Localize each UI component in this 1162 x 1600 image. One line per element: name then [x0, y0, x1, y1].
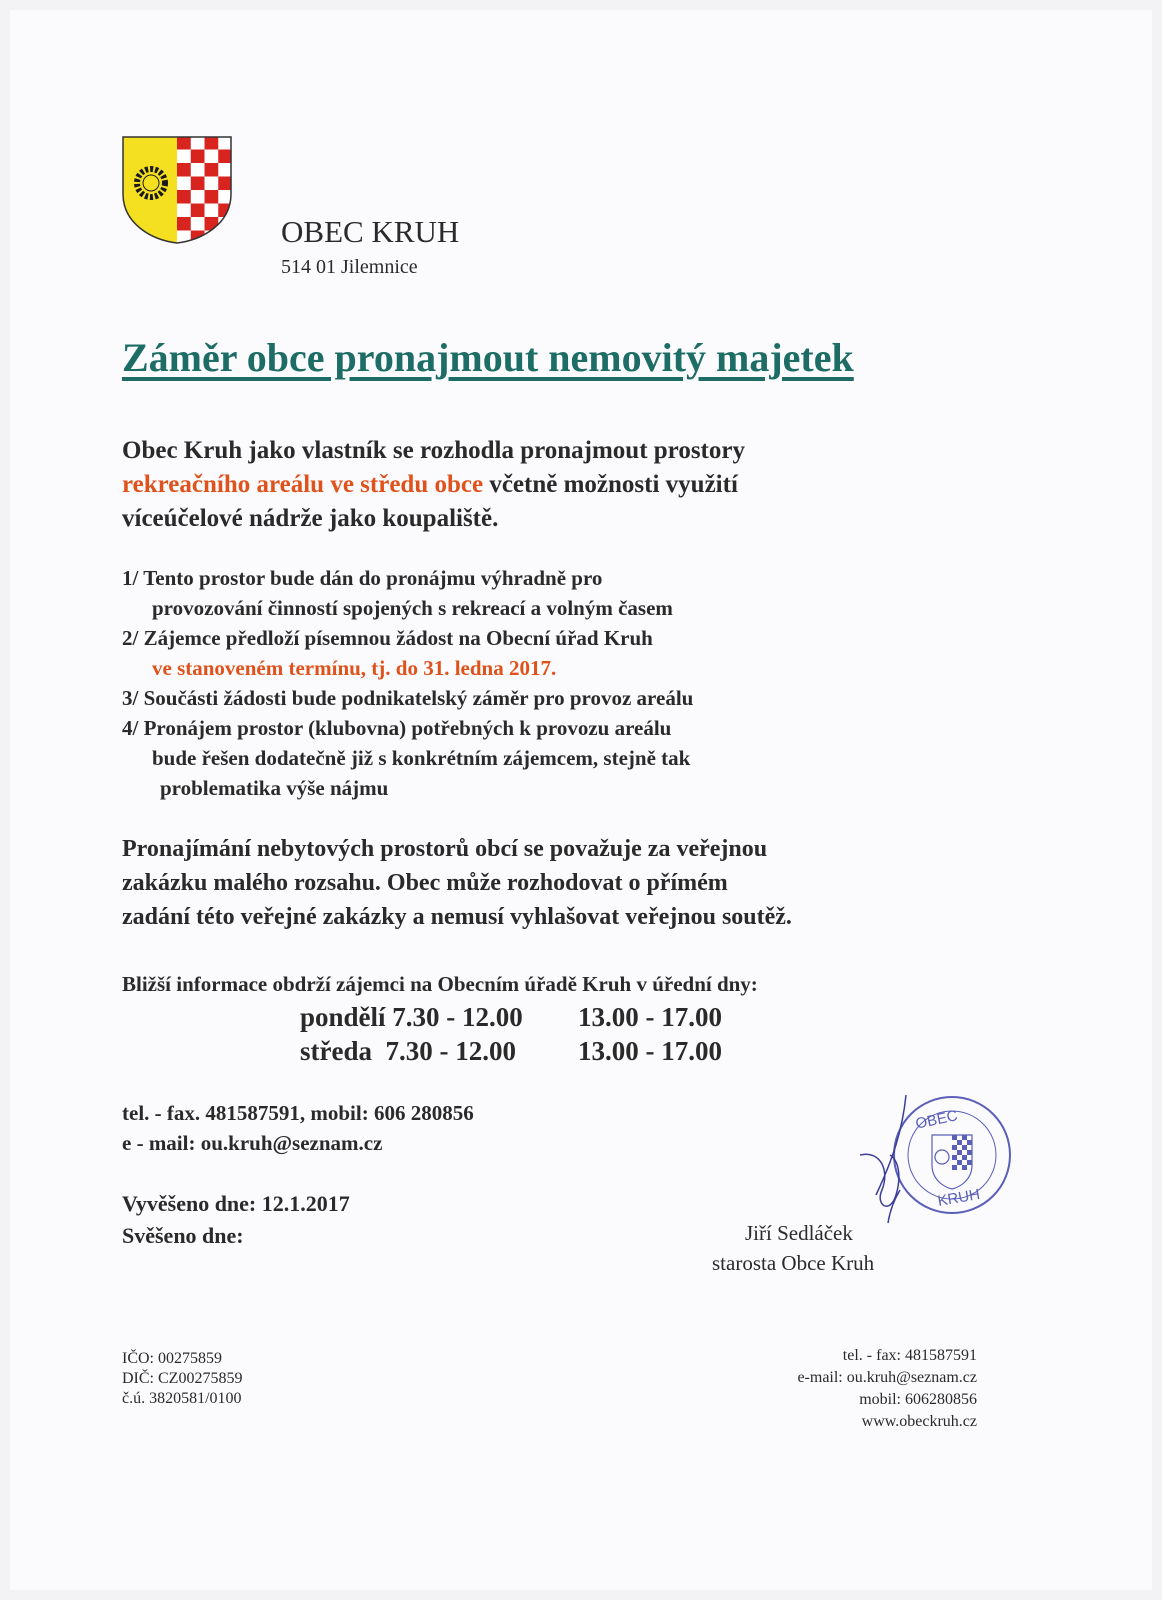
contact-phone: tel. - fax. 481587591, mobil: 606 280856 [122, 1101, 474, 1125]
official-stamp-icon [860, 1095, 1020, 1225]
org-address: 514 01 Jilemnice [281, 256, 418, 278]
list-item-1-cont: provozování činností spojených s rekreací a volným časem [152, 596, 673, 620]
org-name: OBEC KRUH [281, 214, 460, 249]
footer-phone: tel. - fax: 481587591 [842, 1347, 977, 1364]
intro-highlight: rekreačního areálu ve středu obce [122, 471, 484, 498]
intro-line-1: Obec Kruh jako vlastník se rozhodla pronajmout prostory [122, 437, 745, 464]
monday-afternoon: 13.00 - 17.00 [578, 1002, 722, 1032]
monday-morning: pondělí 7.30 - 12.00 [300, 1002, 523, 1032]
stamp-text-top: OBEC [914, 1107, 960, 1133]
legal-line-3: zadání této veřejné zakázky a nemusí vyhlašovat veřejnou soutěž. [122, 904, 792, 930]
list-item-4: 4/ Pronájem prostor (klubovna) potřebných k provozu areálu [122, 716, 672, 740]
intro-line-2 [122, 471, 738, 499]
footer-mobile: mobil: 606280856 [859, 1391, 977, 1408]
office-hours-info: Bližší informace obdrží zájemci na Obecním úřadě Kruh v úřední dny: [122, 972, 758, 996]
list-item-4-cont-2: problematika výše nájmu [160, 776, 389, 800]
footer-account: č.ú. 3820581/0100 [122, 1390, 242, 1407]
footer-website: www.obeckruh.cz [861, 1413, 977, 1430]
removed-date: Svěšeno dne: [122, 1223, 244, 1248]
wednesday-afternoon: 13.00 - 17.00 [578, 1036, 722, 1066]
office-hours-monday [300, 1002, 722, 1033]
wednesday-morning: středa 7.30 - 12.00 [300, 1036, 516, 1066]
legal-line-1: Pronajímání nebytových prostorů obcí se považuje za veřejnou [122, 836, 768, 862]
footer-email: e-mail: ou.kruh@seznam.cz [797, 1369, 977, 1386]
signer-name: Jiří Sedláček [745, 1221, 853, 1245]
list-item-2: 2/ Zájemce předloží písemnou žádost na Obecní úřad Kruh [122, 626, 653, 650]
list-item-3: 3/ Součásti žádosti bude podnikatelský záměr pro provoz areálu [122, 686, 694, 710]
office-hours-wednesday [300, 1036, 722, 1067]
intro-line-3: víceúčelové nádrže jako koupaliště. [122, 505, 499, 532]
list-item-2-deadline: ve stanoveném termínu, tj. do 31. ledna 2017. [152, 656, 557, 680]
stamp-text-bottom: KRUH [936, 1185, 982, 1211]
list-item-4-cont: bude řešen dodatečně již s konkrétním zájemcem, stejně tak [152, 746, 691, 770]
footer-dic: DIČ: CZ00275859 [122, 1370, 243, 1387]
footer-ico: IČO: 00275859 [122, 1350, 222, 1367]
document-title: Záměr obce pronajmout nemovitý majetek [122, 335, 854, 380]
municipal-coat-of-arms-icon [122, 136, 232, 244]
contact-email: e - mail: ou.kruh@seznam.cz [122, 1131, 383, 1155]
intro-line-2-rest: včetně možnosti využití [483, 471, 738, 498]
posted-date: Vyvěšeno dne: 12.1.2017 [122, 1191, 350, 1216]
legal-line-2: zakázku malého rozsahu. Obec může rozhodovat o přímém [122, 870, 728, 896]
handwritten-signature-icon [860, 1095, 906, 1223]
list-item-1: 1/ Tento prostor bude dán do pronájmu výhradně pro [122, 566, 603, 590]
signer-role: starosta Obce Kruh [712, 1251, 875, 1275]
